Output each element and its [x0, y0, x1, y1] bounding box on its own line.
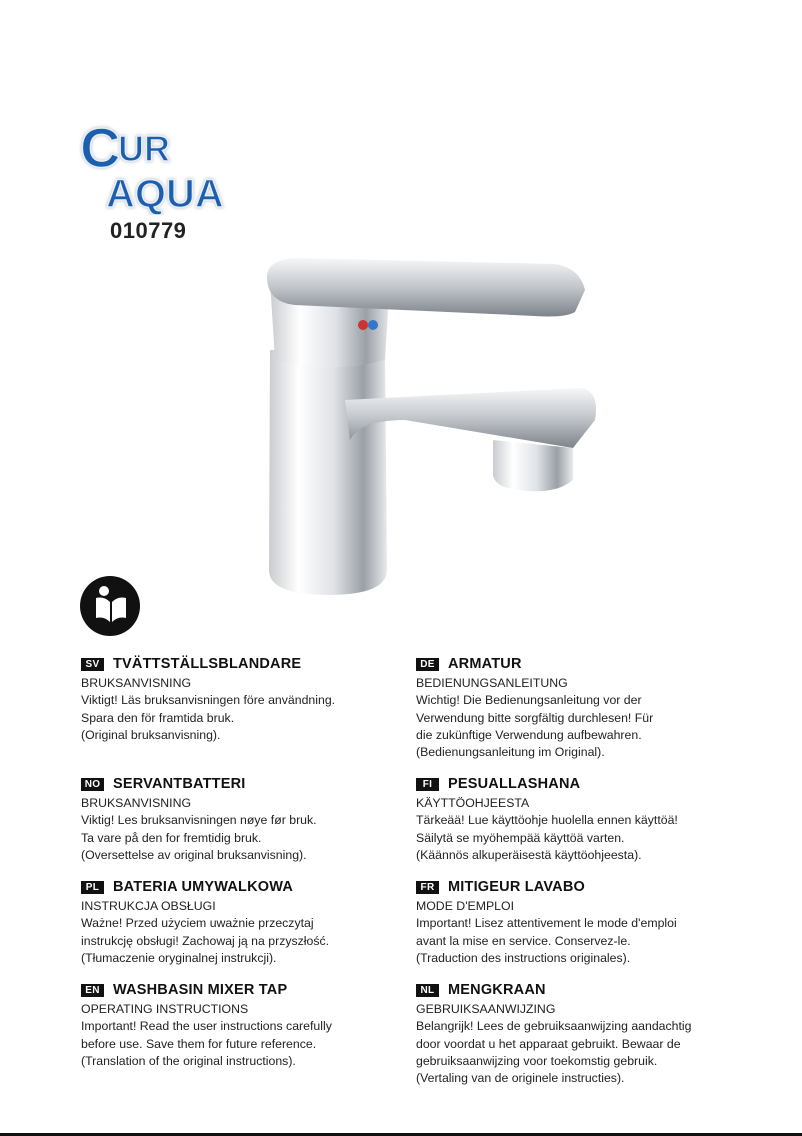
svg-text:UR: UR — [118, 128, 170, 169]
section-text-line: (Oversettelse av original bruksanvisning). — [81, 847, 307, 862]
section-text-line: (Bedienungsanleitung im Original). — [416, 745, 605, 760]
section-title: SERVANTBATTERI — [113, 776, 246, 792]
section-text-line: (Translation of the original instructions). — [81, 1053, 296, 1068]
language-badge: FI — [416, 778, 439, 791]
section-title: MITIGEUR LAVABO — [448, 879, 585, 895]
section-text-line: Tärkeää! Lue käyttöohje huolella ennen käyttöä! — [416, 813, 678, 828]
section-text-line: Ważne! Przed użyciem uważnie przeczytaj — [81, 916, 314, 931]
section-en — [81, 980, 411, 1070]
language-badge: SV — [81, 658, 104, 671]
svg-text:AQUA: AQUA — [106, 172, 224, 215]
section-text-line: door voordat u het apparaat gebruikt. Bewaar de — [416, 1036, 681, 1051]
section-heading — [81, 654, 411, 674]
language-badge: NO — [81, 778, 104, 791]
read-manual-icon — [80, 576, 140, 636]
section-text-line: Viktigt! Läs bruksanvisningen före användning. — [81, 693, 336, 708]
section-text-line: Säilytä se myöhempää käyttöä varten. — [416, 830, 625, 845]
svg-text:C: C — [80, 116, 121, 179]
section-text-line: (Tłumaczenie oryginalnej instrukcji). — [81, 950, 277, 965]
section-heading — [416, 877, 746, 897]
section-title: PESUALLASHANA — [448, 776, 581, 792]
curaqua-logo — [78, 115, 238, 215]
faucet-image — [255, 250, 615, 600]
section-text-line: Spara den för framtida bruk. — [81, 710, 235, 725]
section-heading — [81, 774, 411, 794]
section-no — [81, 774, 411, 864]
language-badge: FR — [416, 881, 439, 894]
language-badge: PL — [81, 881, 104, 894]
section-text-line: Important! Read the user instructions carefully — [81, 1019, 332, 1034]
section-text-line: Wichtig! Die Bedienungsanleitung vor der — [416, 693, 642, 708]
section-text-line: (Vertaling van de originele instructies). — [416, 1071, 625, 1086]
section-heading — [416, 774, 746, 794]
section-subtitle: KÄYTTÖOHJEESTA — [416, 796, 530, 810]
section-text-line: before use. Save them for future reference. — [81, 1036, 317, 1051]
section-heading — [416, 654, 746, 674]
section-heading — [81, 980, 411, 1000]
section-text-line: (Original bruksanvisning). — [81, 727, 221, 742]
section-subtitle: OPERATING INSTRUCTIONS — [81, 1002, 249, 1016]
section-title: ARMATUR — [448, 656, 522, 672]
language-badge: NL — [416, 984, 439, 997]
section-fr — [416, 877, 746, 967]
section-text-line: (Traduction des instructions originales). — [416, 950, 631, 965]
section-fi — [416, 774, 746, 864]
section-title: TVÄTTSTÄLLSBLANDARE — [113, 656, 302, 672]
section-text-line: avant la mise en service. Conservez-le. — [416, 933, 631, 948]
section-text-line: Ta vare på den for fremtidig bruk. — [81, 830, 262, 845]
section-subtitle: BRUKSANVISNING — [81, 676, 192, 690]
section-text-line: Viktig! Les bruksanvisningen nøye før bruk. — [81, 813, 317, 828]
section-subtitle: MODE D'EMPLOI — [416, 899, 515, 913]
section-subtitle: BEDIENUNGSANLEITUNG — [416, 676, 568, 690]
section-sv — [81, 654, 411, 744]
section-text-line: instrukcję obsługi! Zachowaj ją na przyszłość. — [81, 933, 330, 948]
language-badge: DE — [416, 658, 439, 671]
section-title: WASHBASIN MIXER TAP — [113, 982, 288, 998]
section-title: MENGKRAAN — [448, 982, 546, 998]
section-subtitle: BRUKSANVISNING — [81, 796, 192, 810]
section-nl — [416, 980, 746, 1087]
section-heading — [81, 877, 411, 897]
section-text-line: gebruiksaanwijzing voor toekomstig gebruik. — [416, 1053, 658, 1068]
language-badge: EN — [81, 984, 104, 997]
product-code: 010779 — [110, 218, 187, 243]
section-text-line: die zukünftige Verwendung aufbewahren. — [416, 727, 642, 742]
section-pl — [81, 877, 411, 967]
section-text-line: (Käännös alkuperäisestä käyttöohjeesta). — [416, 847, 642, 862]
section-title: BATERIA UMYWALKOWA — [113, 879, 294, 895]
section-text-line: Verwendung bitte sorgfältig durchlesen! Für — [416, 710, 654, 725]
section-de — [416, 654, 746, 761]
section-text-line: Belangrijk! Lees de gebruiksaanwijzing aandachtig — [416, 1019, 692, 1034]
section-heading — [416, 980, 746, 1000]
section-subtitle: GEBRUIKSAANWIJZING — [416, 1002, 556, 1016]
section-text-line: Important! Lisez attentivement le mode d'emploi — [416, 916, 677, 931]
section-subtitle: INSTRUKCJA OBSŁUGI — [81, 899, 216, 913]
